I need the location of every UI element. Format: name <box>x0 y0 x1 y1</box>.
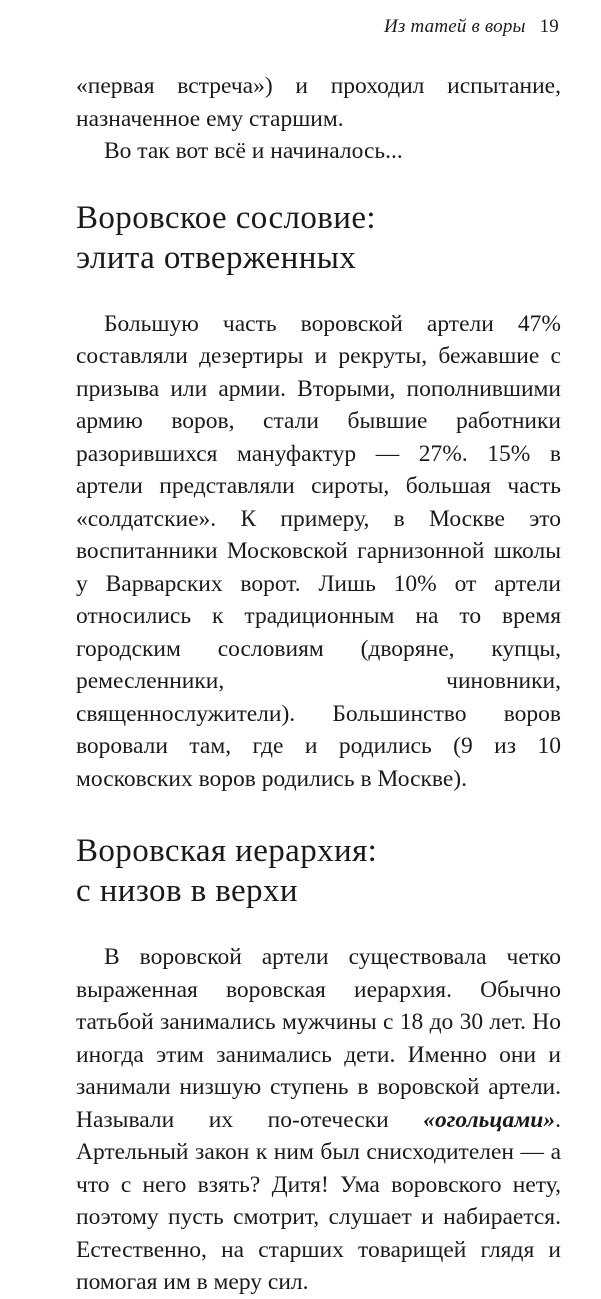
hierarchy-text-after: . Артельный закон к ним был снисходителен — а что с него взять? Дитя! Ума воровского нету, поэтому пусть смотрит, слушает и набирается. Естественно, на старших товарищей глядя и помогая им в меру сил. <box>76 1106 561 1295</box>
section-heading-hierarchy-line1: Воровская иерархия: <box>76 833 378 869</box>
section-heading-hierarchy <box>76 831 561 911</box>
intro-closing: Во так вот всё и начиналось... <box>104 138 403 164</box>
section-heading-estate-line1: Воровское сословие: <box>76 199 376 236</box>
hierarchy-term: «огольцами» <box>423 1106 556 1133</box>
section-heading-estate <box>76 198 561 278</box>
page-body <box>76 70 561 1299</box>
section-estate-paragraph: Большую часть воровской артели 47% составляли дезертиры и рекруты, бежавшие с призыва или армии. Вторыми, пополнившими армию воров, стали бывшие работники разорившихся мануфактур — 27%. 15% в артели представляли сироты, большая часть «солдатские». К примеру, в Москве это воспитанники Московской гарнизонной школы у Варварских ворот. Лишь 10% от артели относились к традиционным на то время городским сословиям (дворяне, купцы, ремесленники, чиновники, священнослужители). Большинство воров воровали там, где и родились (9 из 10 московских воров родились в Москве). <box>76 310 561 792</box>
running-header <box>384 16 559 38</box>
section-hierarchy-paragraph <box>76 941 561 1299</box>
section-heading-hierarchy-line2: с низов в верхи <box>76 873 298 909</box>
intro-continuation: «первая встреча») и проходил испытание, назначенное ему старшим. <box>76 73 561 132</box>
page-number: 19 <box>539 16 559 37</box>
running-title: Из татей в воры <box>383 16 526 37</box>
hierarchy-text-before: В воровской артели существовала четко выраженная воровская иерархия. Обычно татьбой занимались мужчины с 18 до 30 лет. Но иногда этим занимались дети. Именно они и занимали низшую ступень в воровской артели. Называли их по-отечески <box>76 944 561 1133</box>
section-heading-estate-line2: элита отверженных <box>76 239 357 276</box>
